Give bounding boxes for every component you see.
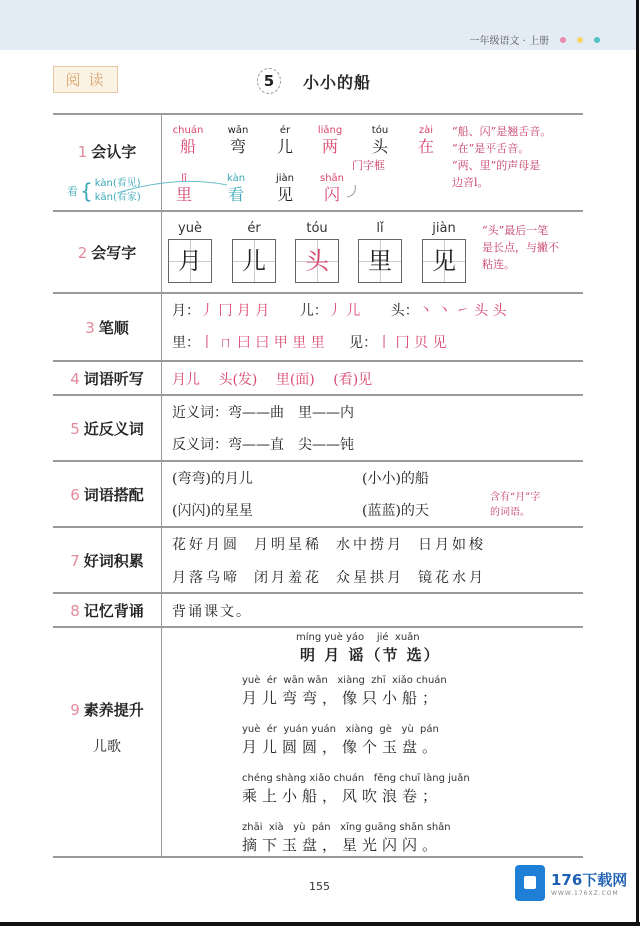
section-sublabel: 儿歌	[93, 738, 121, 755]
section-label: 记忆背诵	[83, 601, 144, 620]
row-good-words: 7 好词积累 花好月圆 月明星稀 水中捞月 日月如梭 月落乌啼 闭月羞花 众星拱月 镜花水月	[53, 528, 583, 594]
reading-badge: 阅读	[53, 66, 118, 93]
stroke-line-2: 里：丨 ㄇ 曰 曰 甲 里 里 见：丨 冂 贝 见	[172, 335, 447, 351]
content-cell: chuán 船 wān 弯 ér 儿 liǎng 两 tóu 头 zài 在 lǐ 里 kàn 看 jiàn 见 shǎn 闪 门字框 “船、闪”是翘舌音。 “在”是平舌音。 “两、里”的声母是 边音l。	[162, 115, 583, 210]
antonyms-line: 反义词：弯——直 尖——钝	[172, 437, 354, 453]
writing-note: “头”最后一笔 是长点，与撇不 粘连。	[482, 224, 559, 271]
collocation-item: (弯弯)的月儿	[172, 471, 253, 487]
section-label: 笔顺	[98, 318, 129, 337]
row-memorize: 8 记忆背诵 背诵课文。	[53, 594, 583, 628]
synonyms-line: 近义词：弯——曲 里——内	[172, 405, 354, 421]
radical-note: 门字框	[352, 159, 385, 172]
stroke-line-1: 月：丿 冂 月 月 儿：丿 儿 头：丶 丶 ㇀ 头 头	[172, 303, 507, 319]
poem-title-pinyin: míng yuè yáo jié xuǎn	[296, 632, 420, 643]
collocation-item: (蓝蓝)的天	[362, 503, 429, 519]
section-label: 词语听写	[83, 369, 144, 388]
memorize-text: 背诵课文。	[172, 604, 252, 620]
row-stroke-order: 3 笔顺 月：丿 冂 月 月 儿：丿 儿 头：丶 丶 ㇀ 头 头 里：丨 ㄇ 曰 曰 甲 里 里 见：丨 冂 贝 见	[53, 294, 583, 362]
section-label: 词语搭配	[83, 485, 144, 504]
label-cell: 1 会认字 看 { kàn(看见) kān(看家)	[53, 115, 162, 210]
writing-grid: 儿	[232, 239, 276, 283]
lesson-number: 5	[257, 68, 281, 94]
collocation-item: (小小)的船	[362, 471, 429, 487]
poem-pinyin: yuè ér wān wān xiàng zhī xiǎo chuán	[242, 675, 447, 686]
row-write-chars: 2 会写字 yuè 月 ér 儿 tóu 头 lǐ 里 jiàn 见 “头”最后一笔 是长点，与撇不 粘连。	[53, 212, 583, 294]
book-title-text: 一年级语文 · 上册	[469, 36, 549, 47]
right-edge-rule	[636, 0, 639, 926]
phonetic-notes: “船、闪”是翘舌音。 “在”是平舌音。 “两、里”的声母是 边音l。	[452, 125, 552, 189]
pink-dot-icon	[560, 37, 566, 43]
poem-line: 摘下玉盘，星光闪闪。	[242, 836, 443, 854]
section-label: 素养提升	[83, 700, 144, 719]
connector-arrows-icon	[117, 155, 407, 205]
watermark-logo: 176下载网 WWW.176XZ.COM	[515, 865, 627, 901]
study-table	[53, 113, 583, 858]
polyphone-block: 看 { kàn(看见) kān(看家)	[67, 178, 141, 203]
bottom-edge-rule	[0, 922, 640, 926]
good-words-row-2: 月落乌啼 闭月羞花 众星拱月 镜花水月	[172, 570, 486, 586]
row-synonyms-antonyms: 5 近反义词 近义词：弯——曲 里——内 反义词：弯——直 尖——钝	[53, 396, 583, 462]
good-words-row-1: 花好月圆 月明星稀 水中捞月 日月如梭	[172, 537, 486, 553]
row-recognize-chars	[53, 115, 583, 212]
page-number: 155	[309, 880, 330, 893]
brace-icon: {	[80, 179, 93, 203]
section-label: 会写字	[91, 243, 137, 262]
writing-grid: 见	[422, 239, 466, 283]
poem-line: 月儿弯弯，像只小船；	[242, 689, 443, 707]
row-literacy: 9 素养提升 儿歌 míng yuè yáo jié xuǎn 明 月 谣（节 选） yuè ér wān wān xiàng zhī xiǎo chuán 月儿弯弯，像只小船； yuè ér yuán yuán xiàng gè yù pán 月儿圆圆，像个玉盘。 chéng shàng xiǎo chuán fēng chuī làng juǎn 乘上小船，风吹浪卷； zhāi xià yù pán xīng guāng shǎn shǎn 摘下玉盘，星光闪闪。	[53, 628, 583, 858]
writing-grid: 头	[295, 239, 339, 283]
poem-pinyin: chéng shàng xiǎo chuán fēng chuī làng juǎn	[242, 773, 470, 784]
poem-line: 月儿圆圆，像个玉盘。	[242, 738, 443, 756]
book-title	[469, 32, 600, 47]
section-label: 近反义词	[83, 419, 144, 438]
collocation-note: 含有“月”字 的词语。	[490, 492, 541, 518]
cube-bag-icon	[515, 865, 545, 901]
dictation-words: 月儿 头(发) 里(面) (看)见	[172, 372, 373, 388]
writing-grid: 里	[358, 239, 402, 283]
lesson-title: 小小的船	[303, 73, 372, 92]
section-label: 好词积累	[83, 551, 144, 570]
poem-pinyin: yuè ér yuán yuán xiàng gè yù pán	[242, 724, 439, 735]
yellow-dot-icon	[577, 37, 583, 43]
row-dictation: 4 词语听写 月儿 头(发) 里(面) (看)见	[53, 362, 583, 396]
section-label: 会认字	[91, 143, 137, 161]
poem-line: 乘上小船，风吹浪卷；	[242, 787, 443, 805]
poem-pinyin: zhāi xià yù pán xīng guāng shǎn shǎn	[242, 822, 451, 833]
poem-title: 明 月 谣（节 选）	[300, 646, 441, 664]
teal-dot-icon	[594, 37, 600, 43]
row-collocations: 6 词语搭配 (弯弯)的月儿 (小小)的船 (闪闪)的星星 (蓝蓝)的天 含有“月”字 的词语。	[53, 462, 583, 528]
collocation-item: (闪闪)的星星	[172, 503, 253, 519]
writing-grid: 月	[168, 239, 212, 283]
